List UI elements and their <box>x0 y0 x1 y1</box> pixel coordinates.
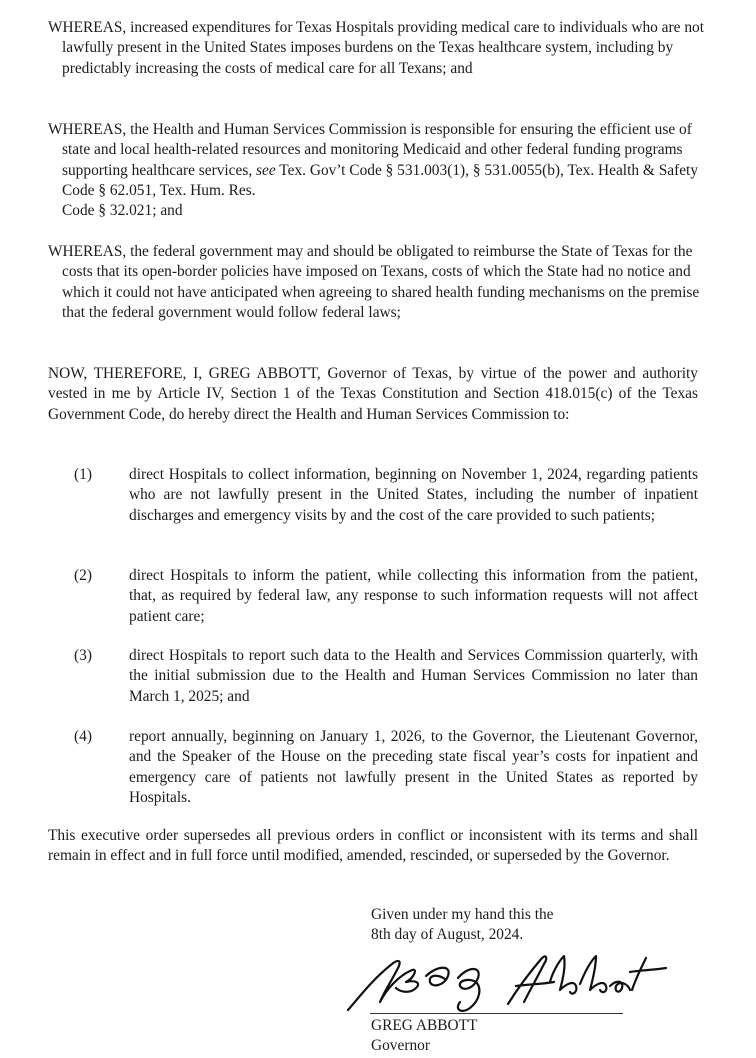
given-line-2: 8th day of August, 2024. <box>371 926 524 943</box>
whereas-2-see: see <box>256 161 276 179</box>
given-line-1: Given under my hand this the <box>371 906 554 923</box>
now-therefore-paragraph: NOW, THEREFORE, I, GREG ABBOTT, Governor of Texas, by virtue of the power and authority vested in me by Article IV, Section 1 of the Texas Constitution and Section 418.015(c) of the Texas Government Code, do hereby direct the Health and Human Services Commission to: <box>48 365 698 423</box>
item-number: (1) <box>74 466 92 483</box>
whereas-paragraph-1: WHEREAS, increased expenditures for Texas Hospitals providing medical care to individuals who are not lawfully present in the United States imposes burdens on the Texas healthcare system, including by predictably increasing the costs of medical care for all Texans; and <box>48 19 704 77</box>
whereas-2-text: WHEREAS, the Health and Human Services Commission is responsible for ensuring the efficient use of state and local health-related resources and monitoring Medicaid and other federal funding programs supporting healthcare services, <box>48 121 692 179</box>
closing-paragraph: This executive order supersedes all previous orders in conflict or inconsistent with its terms and shall remain in effect and in full force until modified, amended, rescinded, or superseded by the Governor. <box>48 827 698 865</box>
item-text: report annually, beginning on January 1, 2026, to the Governor, the Lieutenant Governor, and the Speaker of the House on the preceding state fiscal year’s costs for inpatient and emergency care of patients not lawfully present in the United States as reported by Hospitals. <box>129 728 698 806</box>
item-text: direct Hospitals to inform the patient, while collecting this information from the patient, that, as required by federal law, any response to such information requests will not affect patient care; <box>129 567 698 625</box>
whereas-paragraph-3: WHEREAS, the federal government may and should be obligated to reimburse the State of Texas for the costs that its open-border policies have imposed on Texans, costs of which the State had no notice and which it could not have anticipated when agreeing to shared health funding mechanisms on the premise that the federal government would follow federal laws; <box>48 243 700 321</box>
whereas-2-end: Code § 32.021; and <box>62 202 183 220</box>
item-text: direct Hospitals to report such data to the Health and Services Commission quarterly, with the initial submission due to the Health and Human Services Commission no later than March 1, 2025; and <box>129 647 698 705</box>
item-number: (2) <box>74 567 92 584</box>
signer-name: GREG ABBOTT <box>371 1017 478 1034</box>
whereas-2-citations: Tex. Gov’t Code § 531.003(1), § 531.0055(b), Tex. Health & Safety Code § 62.051, Tex. Hum. Res. <box>62 161 699 199</box>
governor-signature <box>340 948 670 1018</box>
item-text: direct Hospitals to collect information, beginning on November 1, 2024, regarding patients who are not lawfully present in the United States, including the number of inpatient discharges and emergency visits by and the cost of the care provided to such patients; <box>129 466 698 524</box>
item-number: (3) <box>74 647 92 664</box>
signer-title: Governor <box>371 1037 430 1054</box>
item-number: (4) <box>74 728 92 745</box>
signature-line <box>370 1013 623 1014</box>
whereas-paragraph-2 <box>48 120 712 221</box>
